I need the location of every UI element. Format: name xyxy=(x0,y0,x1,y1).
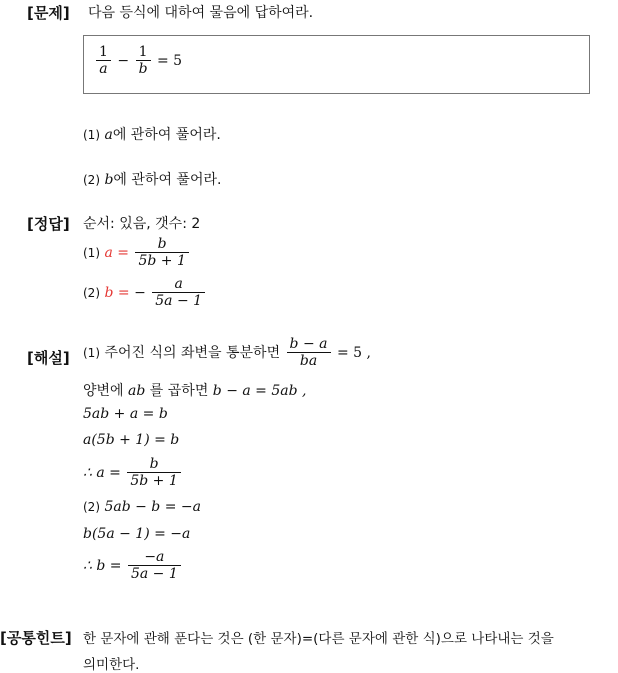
explanation-step-1 xyxy=(83,336,371,370)
eq-rhs: = 5 xyxy=(156,53,183,69)
a2-frac-num: a xyxy=(174,276,183,292)
s1-rhs: = 5 , xyxy=(336,345,371,361)
s1-frac-den: ba xyxy=(287,352,331,370)
answer-2 xyxy=(83,276,207,310)
s2-eq: b − a = 5ab , xyxy=(212,383,307,399)
s5-frac-den: 5b + 1 xyxy=(127,472,180,490)
given-equation xyxy=(94,44,182,78)
q1-text: 에 관하여 풀어라. xyxy=(112,127,221,143)
q2-number: (2) xyxy=(83,173,100,187)
q2-variable: b xyxy=(104,172,114,188)
s1-number: (1) xyxy=(83,346,100,360)
explanation-step-6 xyxy=(83,499,201,515)
question-2 xyxy=(83,169,221,189)
explanation-step-5 xyxy=(83,456,183,490)
q1-number: (1) xyxy=(83,128,100,142)
explanation-step-2 xyxy=(83,380,306,400)
hint-line-2: 의미한다. xyxy=(83,657,140,673)
answer-tag: [정답] xyxy=(27,215,70,233)
s2-pre: 양변에 xyxy=(83,383,124,399)
s2-mid: 를 곱하면 xyxy=(149,383,209,399)
eq-num2: 1 xyxy=(138,44,148,60)
equation-box xyxy=(83,35,590,94)
s1-text: 주어진 식의 좌변을 통분하면 xyxy=(104,345,281,361)
q1-variable: a xyxy=(104,127,113,143)
eq-den1: a xyxy=(96,60,111,78)
explanation-tag: [해설] xyxy=(27,349,70,367)
hint-tag: [공통힌트] xyxy=(0,629,72,647)
a2-sign: − xyxy=(134,285,146,301)
eq-den2: b xyxy=(136,60,151,78)
a2-frac-den: 5a − 1 xyxy=(152,292,205,310)
s1-frac-num: b − a xyxy=(289,336,328,352)
s8-frac-num: −a xyxy=(144,549,165,565)
q2-text: 에 관하여 풀어라. xyxy=(113,172,222,188)
problem-tag: [문제] xyxy=(27,4,70,22)
explanation-step-8 xyxy=(83,549,183,583)
s5-frac-num: b xyxy=(149,456,159,472)
eq-minus: − xyxy=(117,53,130,69)
s5-lhs: ∴ a = xyxy=(83,465,121,481)
a1-frac-num: b xyxy=(157,236,167,252)
a1-number: (1) xyxy=(83,246,100,260)
explanation-step-3: 5ab + a = b xyxy=(83,406,168,422)
answer-1 xyxy=(83,236,191,270)
explanation-step-7: b(5a − 1) = −a xyxy=(83,526,191,542)
s6-number: (2) xyxy=(83,500,100,514)
explanation-step-4: a(5b + 1) = b xyxy=(83,432,180,448)
a1-lhs: a = xyxy=(104,245,129,261)
a2-number: (2) xyxy=(83,286,100,300)
question-1 xyxy=(83,124,221,144)
answer-meta: 순서: 있음, 갯수: 2 xyxy=(83,216,201,232)
a1-frac-den: 5b + 1 xyxy=(135,252,188,270)
s8-frac-den: 5a − 1 xyxy=(128,565,181,583)
a2-lhs: b = xyxy=(104,285,130,301)
s8-lhs: ∴ b = xyxy=(83,558,122,574)
s2-var: ab xyxy=(128,383,146,399)
hint-line-1: 한 문자에 관해 푼다는 것은 (한 문자)=(다른 문자에 관한 식)으로 나타내는 것을 xyxy=(83,631,554,647)
problem-instruction: 다음 등식에 대하여 물음에 답하여라. xyxy=(88,5,314,21)
eq-num1: 1 xyxy=(99,44,108,60)
s6-eq: 5ab − b = −a xyxy=(104,499,201,515)
